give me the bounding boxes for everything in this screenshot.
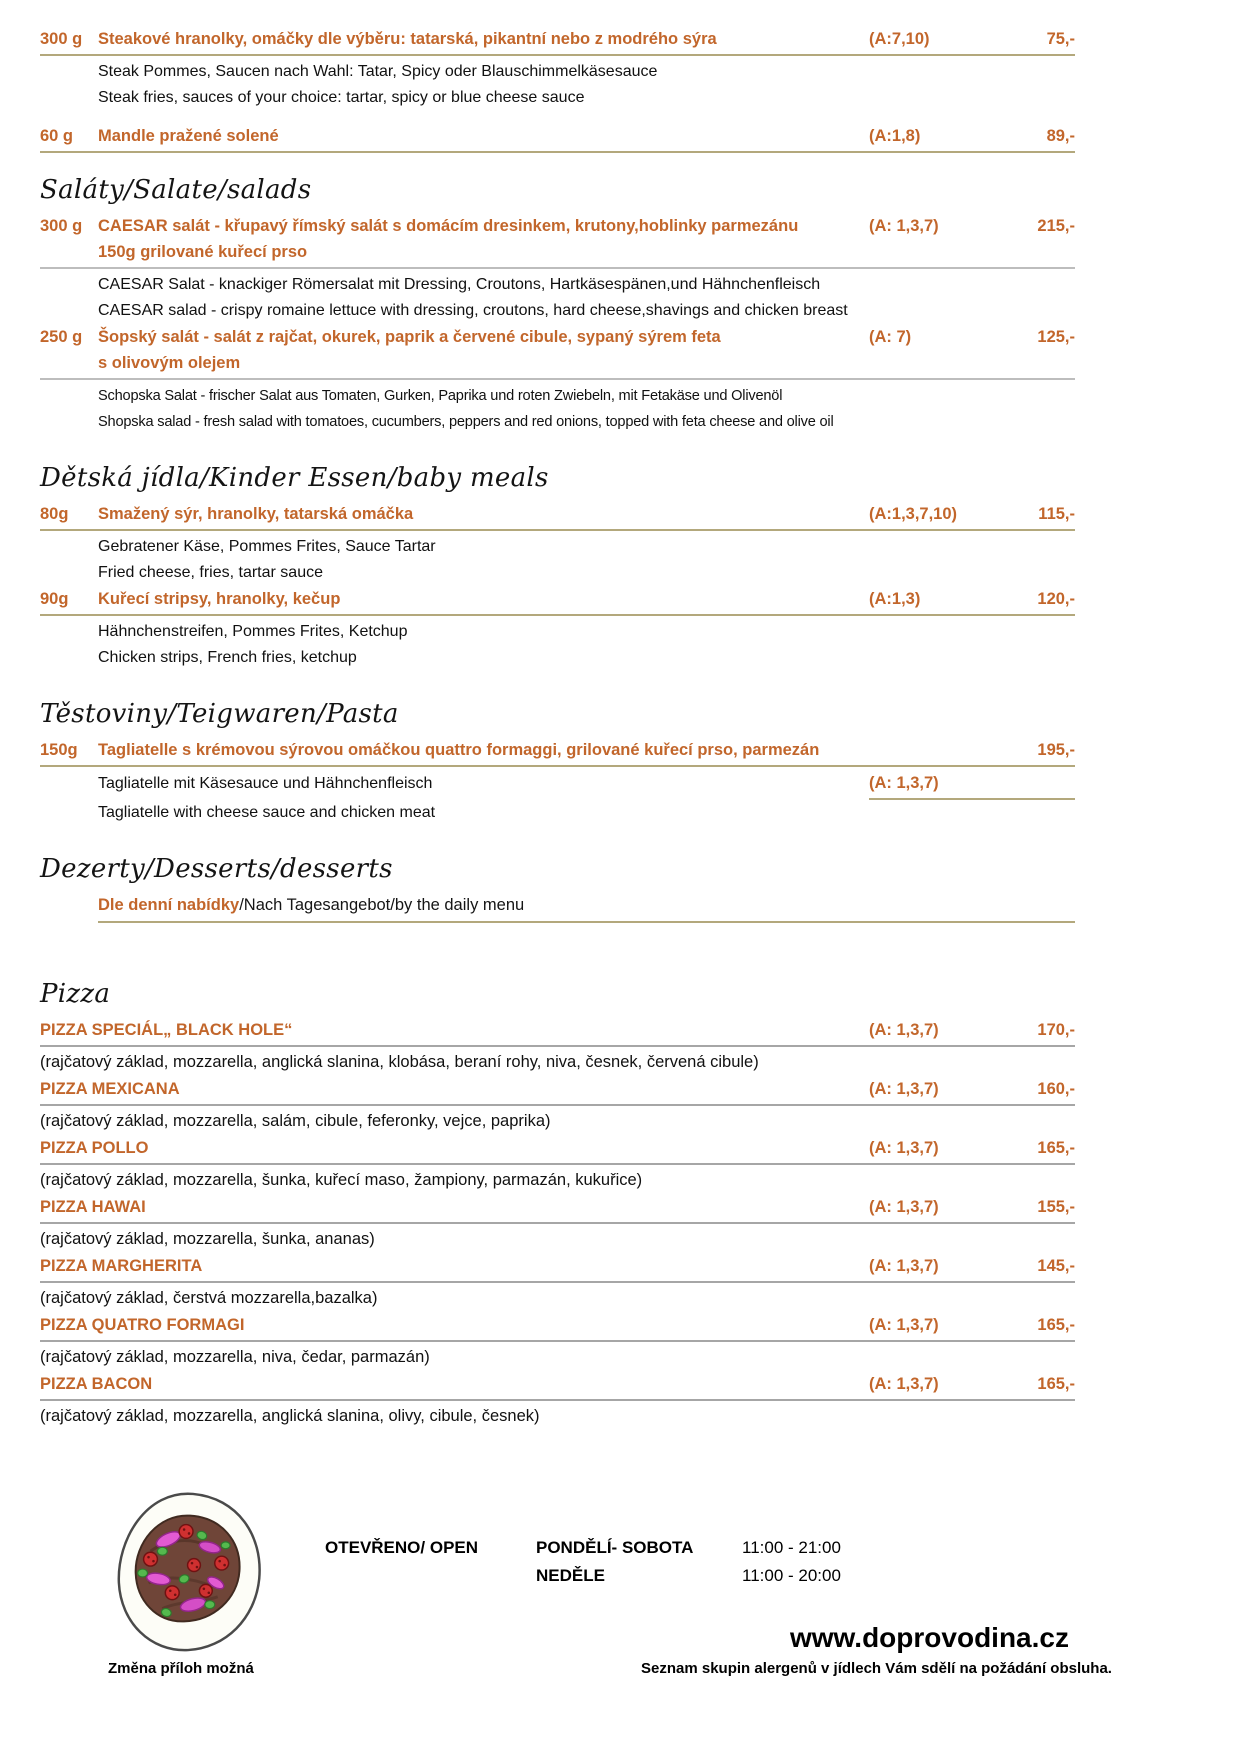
pizza-allergens: (A: 1,3,7) — [869, 1316, 939, 1334]
opening-hours-weekdays: 11:00 - 21:00 — [742, 1538, 841, 1557]
menu-item-title-block — [40, 213, 1075, 269]
item-weight: 150g — [40, 741, 78, 759]
item-title-line2: 150g grilované kuřecí prso — [98, 243, 308, 261]
menu-item-title-row2 — [40, 239, 1075, 265]
menu-item — [40, 26, 1075, 111]
pizza-item — [40, 1194, 1075, 1253]
pizza-price: 155,- — [1037, 1198, 1075, 1216]
open-label: OTEVŘENO/ OPEN — [325, 1538, 479, 1557]
item-desc-de: Hähnchenstreifen, Pommes Frites, Ketchup — [98, 623, 408, 640]
pizza-name: PIZZA MEXICANA — [40, 1080, 180, 1098]
pizza-ingredients: (rajčatový základ, mozzarella, šunka, kuřecí maso, žampiony, parmazán, kukuřice) — [40, 1171, 643, 1189]
item-price: 75,- — [1046, 30, 1075, 48]
pizza-name: PIZZA BACON — [40, 1375, 153, 1393]
item-title: Mandle pražené solené — [98, 127, 279, 145]
pizza-item — [40, 1076, 1075, 1135]
menu-item — [40, 324, 1075, 435]
item-desc-en: Tagliatelle with cheese sauce and chicken meat — [98, 804, 436, 821]
opening-days-weekdays: PONDĚLÍ- SOBOTA — [536, 1538, 694, 1557]
item-allergens: (A:7,10) — [869, 30, 930, 48]
pizza-name: PIZZA HAWAI — [40, 1198, 146, 1216]
pizza-ingredients: (rajčatový základ, mozzarella, anglická slanina, olivy, cibule, česnek) — [40, 1407, 540, 1425]
menu-item-title-row — [40, 324, 1075, 350]
pizza-allergens: (A: 1,3,7) — [869, 1198, 939, 1216]
menu-item — [40, 501, 1075, 586]
dessert-note — [98, 892, 1075, 923]
pizza-drawing-svg — [98, 1488, 288, 1656]
item-price: 195,- — [1037, 741, 1075, 759]
menu-item-title-row — [40, 123, 1075, 153]
pizza-ingredients: (rajčatový základ, čerstvá mozzarella,bazalka) — [40, 1289, 378, 1307]
item-desc-row — [40, 770, 1075, 800]
pizza-price: 170,- — [1037, 1021, 1075, 1039]
pizza-name: PIZZA MARGHERITA — [40, 1257, 203, 1275]
item-weight: 250 g — [40, 328, 83, 346]
pizza-price: 160,- — [1037, 1080, 1075, 1098]
item-weight: 90g — [40, 590, 69, 608]
menu-item-title-block — [40, 324, 1075, 380]
pizza-price: 165,- — [1037, 1139, 1075, 1157]
pizza-price: 165,- — [1037, 1316, 1075, 1334]
item-desc-de: Gebratener Käse, Pommes Frites, Sauce Tartar — [98, 538, 436, 555]
item-title-line2: s olivovým olejem — [98, 354, 241, 372]
item-title: Kuřecí stripsy, hranolky, kečup — [98, 590, 341, 608]
pizza-allergens: (A: 1,3,7) — [869, 1080, 939, 1098]
pizza-price: 145,- — [1037, 1257, 1075, 1275]
pizza-item — [40, 1135, 1075, 1194]
item-desc-en: CAESAR salad - crispy romaine lettuce with dressing, croutons, hard cheese,shavings and chicken breast — [98, 302, 848, 319]
pizza-item — [40, 1312, 1075, 1371]
pizza-title-row — [40, 1017, 1075, 1047]
item-price: 215,- — [1037, 217, 1075, 235]
pizza-item — [40, 1371, 1075, 1430]
allergen-note: Seznam skupin alergenů v jídlech Vám sdělí na požádání obsluha. — [641, 1660, 1112, 1677]
website-url: www.doprovodina.cz — [790, 1622, 1069, 1653]
item-allergens: (A:1,8) — [869, 127, 921, 145]
pizza-allergens: (A: 1,3,7) — [869, 1139, 939, 1157]
item-price: 120,- — [1037, 590, 1075, 608]
pizza-title-row — [40, 1253, 1075, 1283]
pizza-title-row — [40, 1076, 1075, 1106]
pizza-item — [40, 1253, 1075, 1312]
item-price: 115,- — [1038, 505, 1075, 523]
section-heading-desserts: Dezerty/Desserts/desserts — [40, 854, 393, 884]
footer — [0, 1480, 1240, 1753]
item-desc-en: Steak fries, sauces of your choice: tartar, spicy or blue cheese sauce — [98, 89, 585, 106]
item-desc-de: Tagliatelle mit Käsesauce und Hähnchenfleisch — [98, 775, 433, 792]
item-allergens: (A: 7) — [869, 328, 912, 346]
item-title: Steakové hranolky, omáčky dle výběru: tatarská, pikantní nebo z modrého sýra — [98, 30, 717, 48]
item-desc-en: Shopska salad - fresh salad with tomatoes, cucumbers, peppers and red onions, topped with feta cheese and olive oil — [98, 414, 834, 430]
pizza-ingredients: (rajčatový základ, mozzarella, salám, cibule, feferonky, vejce, paprika) — [40, 1112, 551, 1130]
item-desc-de: CAESAR Salat - knackiger Römersalat mit Dressing, Croutons, Hartkäsespänen,und Hähnchenfleisch — [98, 276, 821, 293]
pizza-name: PIZZA QUATRO FORMAGI — [40, 1316, 245, 1334]
pizza-title-row — [40, 1312, 1075, 1342]
section-heading-kids: Dětská jídla/Kinder Essen/baby meals — [40, 463, 549, 493]
pizza-item — [40, 1017, 1075, 1076]
pizza-ingredients: (rajčatový základ, mozzarella, anglická slanina, klobása, beraní rohy, niva, česnek, červená cibule) — [40, 1053, 759, 1071]
pizza-price: 165,- — [1037, 1375, 1075, 1393]
item-title: Šopský salát - salát z rajčat, okurek, paprik a červené cibule, sypaný sýrem feta — [98, 328, 721, 346]
menu-item — [40, 737, 1075, 826]
pizza-allergens: (A: 1,3,7) — [869, 1021, 939, 1039]
opening-hours-sunday: 11:00 - 20:00 — [742, 1566, 841, 1585]
item-weight: 300 g — [40, 217, 83, 235]
pizza-title-row — [40, 1371, 1075, 1401]
item-title: Smažený sýr, hranolky, tatarská omáčka — [98, 505, 414, 523]
menu-item-title-row — [40, 501, 1075, 531]
item-weight: 80g — [40, 505, 69, 523]
dessert-note-rest: /Nach Tagesangebot/by the daily menu — [239, 896, 525, 914]
menu-item-title-row — [40, 26, 1075, 56]
pizza-name: PIZZA SPECIÁL„ BLACK HOLE“ — [40, 1021, 293, 1039]
item-desc-en: Chicken strips, French fries, ketchup — [98, 649, 357, 666]
item-allergens: (A:1,3) — [869, 590, 921, 608]
dessert-note-highlight: Dle denní nabídky — [98, 896, 240, 914]
item-title: Tagliatelle s krémovou sýrovou omáčkou quattro formaggi, grilované kuřecí prso, parmezán — [98, 741, 820, 759]
section-heading-salads: Saláty/Salate/salads — [40, 175, 312, 205]
menu-item-title-row — [40, 737, 1075, 767]
section-heading-pizza: Pizza — [40, 979, 111, 1009]
item-price: 125,- — [1037, 328, 1075, 346]
item-title: CAESAR salát - křupavý římský salát s domácím dresinkem, krutony,hoblinky parmezánu — [98, 217, 799, 235]
pizza-title-row — [40, 1135, 1075, 1165]
menu-item-title-row — [40, 213, 1075, 239]
section-heading-pasta: Těstoviny/Teigwaren/Pasta — [40, 699, 399, 729]
item-allergens: (A: 1,3,7) — [869, 217, 939, 235]
pizza-ingredients: (rajčatový základ, mozzarella, šunka, ananas) — [40, 1230, 375, 1248]
menu-item — [40, 213, 1075, 324]
item-desc-de: Steak Pommes, Saucen nach Wahl: Tatar, Spicy oder Blauschimmelkäsesauce — [98, 63, 658, 80]
item-price: 89,- — [1046, 127, 1075, 145]
item-weight: 300 g — [40, 30, 83, 48]
pizza-name: PIZZA POLLO — [40, 1139, 149, 1157]
menu-item-title-row2 — [40, 350, 1075, 376]
pizza-title-row — [40, 1194, 1075, 1224]
menu-item — [40, 123, 1075, 153]
item-allergens: (A:1,3,7,10) — [869, 505, 958, 523]
pizza-allergens: (A: 1,3,7) — [869, 1257, 939, 1275]
item-desc-de: Schopska Salat - frischer Salat aus Tomaten, Gurken, Paprika und roten Zwiebeln, mit Fetakäse und Olivenöl — [98, 388, 783, 404]
item-weight: 60 g — [40, 127, 74, 145]
pizza-drawing — [98, 1488, 288, 1661]
item-desc-en: Fried cheese, fries, tartar sauce — [98, 564, 323, 581]
opening-days-sunday: NEDĚLE — [536, 1566, 605, 1585]
pizza-ingredients: (rajčatový základ, mozzarella, niva, čedar, parmazán) — [40, 1348, 430, 1366]
pizza-allergens: (A: 1,3,7) — [869, 1375, 939, 1393]
menu-item — [40, 586, 1075, 671]
item-allergens: (A: 1,3,7) — [869, 770, 1075, 800]
side-dish-note: Změna příloh možná — [108, 1660, 254, 1677]
menu-item-title-row — [40, 586, 1075, 616]
